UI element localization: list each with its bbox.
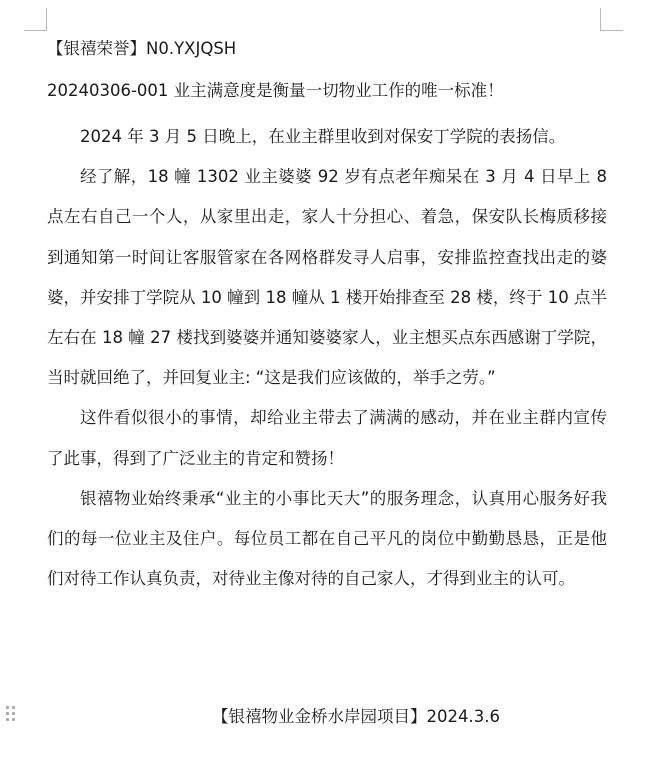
- document-footer: 【银禧物业金桥水岸园项目】2024.3.6: [212, 707, 500, 726]
- page-corner-mark-top-left: [24, 8, 47, 31]
- table-drag-handle-icon[interactable]: [6, 706, 16, 724]
- document-title: 20240306-001 业主满意度是衡量一切物业工作的唯一标准！: [47, 81, 504, 100]
- document-header: 【银禧荣誉】N0.YXJQSH: [47, 39, 237, 58]
- document-body: [47, 33, 607, 599]
- paragraph-3: 这件看似很小的事情，却给业主带去了满满的感动，并在业主群内宣传了此事，得到了广泛业主的肯定和赞扬！: [47, 408, 607, 468]
- paragraph-4: 银禧物业始终秉承“业主的小事比天大”的服务理念，认真用心服务好我们的每一位业主及住户。每位员工都在自己平凡的岗位中勤勤恳恳，正是他们对待工作认真负责，对待业主像对待的自己家人，才得到业主的认可。: [47, 488, 607, 589]
- page-corner-mark-top-right: [600, 8, 623, 31]
- paragraph-1: 2024 年 3 月 5 日晚上，在业主群里收到对保安丁学院的表扬信。: [80, 127, 566, 146]
- paragraph-2: 经了解，18 幢 1302 业主婆婆 92 岁有点老年痴呆在 3 月 4 日早上 8 点左右自己一个人，从家里出走，家人十分担心、着急，保安队长梅质移接到通知第一时间让客服管家在各网格群发寻人启事，安排监控查找出走的婆婆，并安排丁学院从 10 幢到 18 幢从 1 楼开始排查至 28 楼，终于 10 点半左右在 18 幢 27 楼找到婆婆并通知婆婆家人，业主想买点东西感谢丁学院，当时就回绝了，并回复业主: “这是我们应该做的，举手之劳。”: [47, 167, 607, 388]
